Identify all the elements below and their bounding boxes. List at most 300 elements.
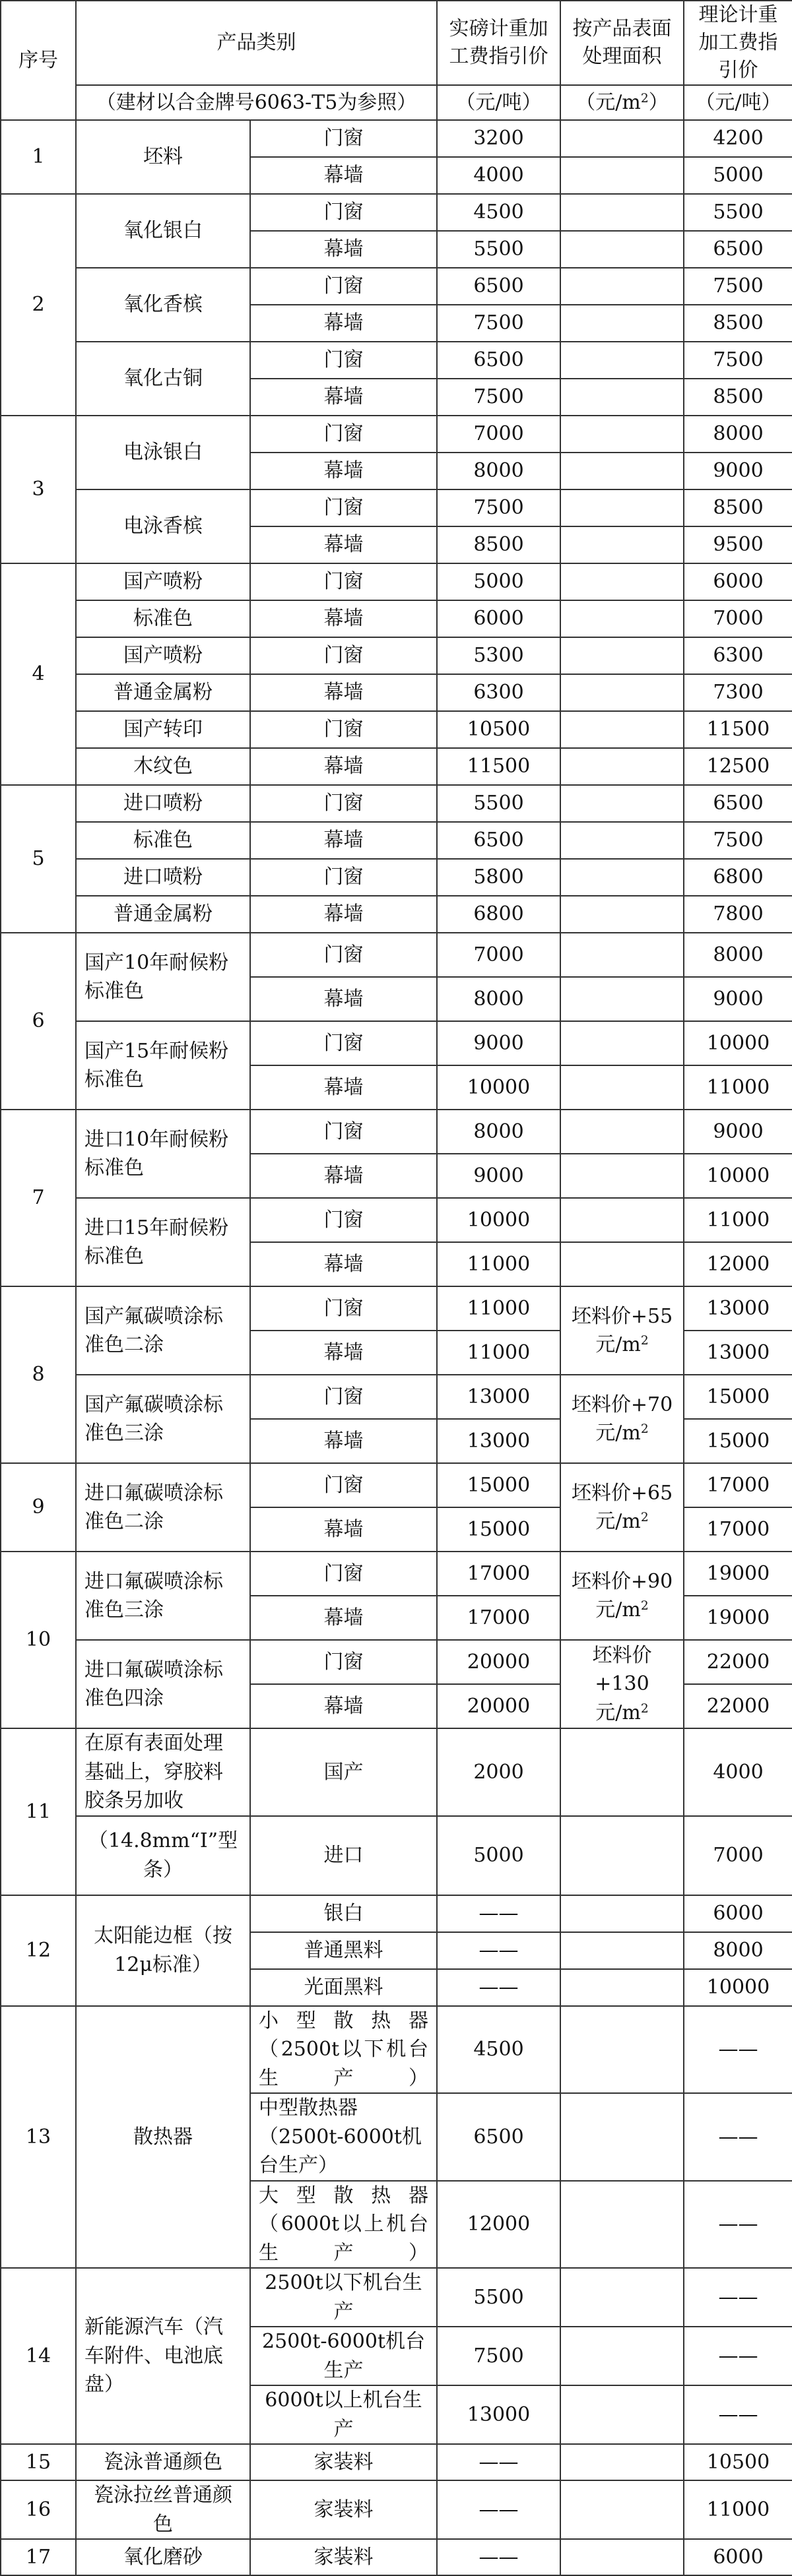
table-row [1, 822, 792, 859]
row-actual-price: —— [437, 2539, 560, 2575]
row-actual-price: 6300 [437, 674, 560, 711]
header-area-price: 按产品表面处理面积 [560, 1, 684, 85]
row-subtype: 幕墙 [250, 379, 437, 416]
row-actual-price: 2000 [437, 1728, 560, 1816]
row-category: 在原有表面处理基础上，穿胶料胶条另加收 [76, 1728, 250, 1816]
row-area-price [560, 977, 684, 1021]
table-row [1, 342, 792, 379]
row-theory-price: —— [684, 2006, 792, 2094]
row-area-price [560, 859, 684, 896]
table-row [1, 1816, 792, 1895]
row-area-price-text: 坯料价+130元/m [592, 1643, 652, 1724]
row-actual-price: 15000 [437, 1463, 560, 1507]
header-row [1, 1, 792, 85]
row-area-price [560, 1552, 684, 1640]
row-actual-price: 4500 [437, 194, 560, 231]
row-subtype: 门窗 [250, 711, 437, 748]
row-index: 8 [1, 1286, 76, 1463]
row-category: 电泳香槟 [76, 489, 250, 563]
row-actual-price: 11500 [437, 748, 560, 785]
row-area-price [560, 822, 684, 859]
row-area-price-text: 坯料价+90元/m [571, 1569, 673, 1621]
row-theory-price: 11000 [684, 1198, 792, 1242]
table-row [1, 2268, 792, 2327]
row-category: 氧化古铜 [76, 342, 250, 416]
row-actual-price: 6800 [437, 896, 560, 933]
row-category: 电泳银白 [76, 416, 250, 489]
row-theory-price: 10500 [684, 2444, 792, 2480]
row-area-price [560, 305, 684, 342]
row-area-price [560, 1932, 684, 1969]
row-subtype: 门窗 [250, 1375, 437, 1419]
row-theory-price: —— [684, 2385, 792, 2444]
row-subtype: 门窗 [250, 1640, 437, 1684]
row-theory-price: 10000 [684, 1154, 792, 1198]
row-area-price [560, 1895, 684, 1932]
row-theory-price: 7800 [684, 896, 792, 933]
row-area-price [560, 2327, 684, 2385]
row-category: 氧化银白 [76, 194, 250, 268]
row-subtype: 小型散热器（2500t以下机台生产） [250, 2006, 437, 2094]
row-category: 新能源汽车（汽车附件、电池底盘） [76, 2268, 250, 2444]
row-actual-price: 5500 [437, 785, 560, 822]
row-area-price [560, 896, 684, 933]
row-subtype: 幕墙 [250, 231, 437, 268]
table-row [1, 785, 792, 822]
row-area-price [560, 157, 684, 194]
row-area-price [560, 1154, 684, 1198]
row-area-price-text: 坯料价+65元/m [571, 1481, 673, 1533]
row-index: 1 [1, 120, 76, 194]
row-theory-price: 4200 [684, 120, 792, 157]
row-theory-price: 17000 [684, 1507, 792, 1552]
table-row [1, 711, 792, 748]
row-theory-price: 11000 [684, 1065, 792, 1110]
row-actual-price: 7500 [437, 379, 560, 416]
row-area-price [560, 674, 684, 711]
header-actual-price: 实磅计重加工费指引价 [437, 1, 560, 85]
row-actual-price: 13000 [437, 1375, 560, 1419]
row-subtype: 国产 [250, 1728, 437, 1816]
table-row [1, 194, 792, 231]
row-area-price-exp: 2 [640, 1333, 649, 1348]
row-subtype: 银白 [250, 1895, 437, 1932]
row-theory-price: —— [684, 2268, 792, 2327]
row-subtype: 家装料 [250, 2444, 437, 2480]
row-index: 10 [1, 1552, 76, 1728]
row-actual-price: 8500 [437, 526, 560, 563]
row-category: 标准色 [76, 600, 250, 637]
row-theory-price: 10000 [684, 1021, 792, 1065]
row-theory-price: 9500 [684, 526, 792, 563]
row-actual-price: 10500 [437, 711, 560, 748]
row-subtype: 幕墙 [250, 748, 437, 785]
row-area-price [560, 2268, 684, 2327]
table-row [1, 674, 792, 711]
row-subtype: 门窗 [250, 1286, 437, 1331]
table-row [1, 2006, 792, 2094]
header-reference-note: （建材以合金牌号6063-T5为参照） [76, 85, 437, 120]
row-area-price [560, 1065, 684, 1110]
row-theory-price: 11000 [684, 2480, 792, 2539]
row-theory-price: 7300 [684, 674, 792, 711]
row-category: 散热器 [76, 2006, 250, 2269]
row-actual-price: 6500 [437, 342, 560, 379]
table-row [1, 563, 792, 600]
header-unit-area-exp: 2 [640, 91, 649, 106]
row-index: 6 [1, 933, 76, 1110]
row-area-price [560, 711, 684, 748]
row-actual-price: 7000 [437, 416, 560, 453]
row-subtype: 大型散热器（6000t以上机台生产） [250, 2181, 437, 2269]
row-category: 国产15年耐候粉标准色 [76, 1021, 250, 1110]
row-actual-price: 4000 [437, 157, 560, 194]
row-area-price [560, 2093, 684, 2181]
row-actual-price: 5800 [437, 859, 560, 896]
row-subtype: 幕墙 [250, 1596, 437, 1640]
header-category: 产品类别 [76, 1, 437, 85]
row-theory-price: 6500 [684, 231, 792, 268]
row-theory-price: 9000 [684, 977, 792, 1021]
row-theory-price: 15000 [684, 1419, 792, 1463]
row-index: 9 [1, 1463, 76, 1552]
row-subtype: 门窗 [250, 194, 437, 231]
row-subtype: 幕墙 [250, 526, 437, 563]
row-actual-price: —— [437, 1969, 560, 2006]
row-subtype: 6000t以上机台生产 [250, 2385, 437, 2444]
row-actual-price: 9000 [437, 1154, 560, 1198]
row-actual-price: 12000 [437, 2181, 560, 2269]
row-theory-price: 7500 [684, 268, 792, 305]
row-area-price-exp: 2 [640, 1598, 649, 1613]
row-area-price [560, 2006, 684, 2094]
row-theory-price: 15000 [684, 1375, 792, 1419]
row-actual-price: 6500 [437, 2093, 560, 2181]
row-area-price [560, 1969, 684, 2006]
table-row [1, 1640, 792, 1684]
row-subtype: 门窗 [250, 563, 437, 600]
row-subtype: 幕墙 [250, 1065, 437, 1110]
row-actual-price: 17000 [437, 1596, 560, 1640]
row-subtype: 幕墙 [250, 1331, 437, 1375]
row-theory-price: 7000 [684, 1816, 792, 1895]
row-category: 进口氟碳喷涂标准色四涂 [76, 1640, 250, 1728]
row-subtype: 2500t-6000t机台生产 [250, 2327, 437, 2385]
table-row [1, 933, 792, 977]
row-subtype: 幕墙 [250, 674, 437, 711]
row-area-price [560, 526, 684, 563]
header-unit-area-prefix: （元/m [576, 90, 641, 114]
table-row [1, 637, 792, 674]
row-subtype: 幕墙 [250, 896, 437, 933]
row-subtype: 门窗 [250, 1198, 437, 1242]
row-theory-price: 7500 [684, 342, 792, 379]
row-theory-price: 5500 [684, 194, 792, 231]
row-theory-price: 19000 [684, 1596, 792, 1640]
row-subtype: 门窗 [250, 1552, 437, 1596]
row-actual-price: 5500 [437, 231, 560, 268]
row-actual-price: —— [437, 2480, 560, 2539]
row-theory-price: 8500 [684, 379, 792, 416]
table-row [1, 859, 792, 896]
row-theory-price: 6800 [684, 859, 792, 896]
row-category: 国产氟碳喷涂标准色二涂 [76, 1286, 250, 1375]
row-theory-price: 6000 [684, 2539, 792, 2575]
table-row [1, 2480, 792, 2539]
header-unit-row [1, 85, 792, 120]
table-row [1, 1463, 792, 1507]
row-actual-price: 6500 [437, 268, 560, 305]
row-area-price-text: 坯料价+55元/m [571, 1304, 673, 1356]
row-actual-price: 5000 [437, 1816, 560, 1895]
row-actual-price: 11000 [437, 1242, 560, 1286]
row-subtype: 进口 [250, 1816, 437, 1895]
row-area-price [560, 231, 684, 268]
row-category: 进口10年耐候粉标准色 [76, 1110, 250, 1198]
row-category: 进口喷粉 [76, 785, 250, 822]
table-row [1, 600, 792, 637]
row-theory-price: 6000 [684, 1895, 792, 1932]
table-row [1, 748, 792, 785]
row-actual-price: 7500 [437, 489, 560, 526]
row-category: 太阳能边框（按12μ标准） [76, 1895, 250, 2006]
row-theory-price: —— [684, 2181, 792, 2269]
row-index: 16 [1, 2480, 76, 2539]
row-subtype: 门窗 [250, 268, 437, 305]
row-theory-price: 7500 [684, 822, 792, 859]
row-index: 7 [1, 1110, 76, 1286]
row-category: 进口氟碳喷涂标准色三涂 [76, 1552, 250, 1640]
row-subtype: 幕墙 [250, 1419, 437, 1463]
table-row [1, 2539, 792, 2575]
row-area-price [560, 1816, 684, 1895]
row-subtype: 门窗 [250, 859, 437, 896]
table-row [1, 1728, 792, 1816]
row-area-price [560, 1198, 684, 1242]
row-theory-price: 22000 [684, 1640, 792, 1684]
row-subtype: 幕墙 [250, 1154, 437, 1198]
row-index: 14 [1, 2268, 76, 2444]
row-subtype: 门窗 [250, 785, 437, 822]
row-actual-price: 7500 [437, 305, 560, 342]
row-actual-price: 9000 [437, 1021, 560, 1065]
row-theory-price: 6500 [684, 785, 792, 822]
row-subtype: 门窗 [250, 1021, 437, 1065]
row-theory-price: 12000 [684, 1242, 792, 1286]
row-index: 17 [1, 2539, 76, 2575]
row-subtype: 中型散热器（2500t-6000t机台生产） [250, 2093, 437, 2181]
row-actual-price: 5300 [437, 637, 560, 674]
row-area-price [560, 1728, 684, 1816]
row-theory-price: 10000 [684, 1969, 792, 2006]
row-subtype: 门窗 [250, 342, 437, 379]
row-area-price [560, 785, 684, 822]
row-subtype: 幕墙 [250, 453, 437, 489]
row-index: 2 [1, 194, 76, 416]
row-area-price [560, 1242, 684, 1286]
row-actual-price: —— [437, 1895, 560, 1932]
row-subtype: 普通黑料 [250, 1932, 437, 1969]
row-actual-price: 20000 [437, 1640, 560, 1684]
row-area-price [560, 120, 684, 157]
row-actual-price: —— [437, 1932, 560, 1969]
row-actual-price: 17000 [437, 1552, 560, 1596]
row-actual-price: 11000 [437, 1331, 560, 1375]
row-category: 国产喷粉 [76, 637, 250, 674]
header-index: 序号 [1, 1, 76, 120]
row-subtype: 门窗 [250, 120, 437, 157]
row-area-price [560, 453, 684, 489]
header-unit-weight: （元/吨） [437, 85, 560, 120]
row-theory-price: 9000 [684, 453, 792, 489]
row-category: 普通金属粉 [76, 896, 250, 933]
row-area-price [560, 1463, 684, 1552]
header-theory-price: 理论计重加工费指引价 [684, 1, 792, 85]
row-area-price-exp: 2 [640, 1510, 649, 1524]
row-theory-price: 4000 [684, 1728, 792, 1816]
row-index: 4 [1, 563, 76, 785]
row-area-price [560, 1375, 684, 1463]
row-subtype: 幕墙 [250, 305, 437, 342]
row-category: 进口喷粉 [76, 859, 250, 896]
row-subtype: 门窗 [250, 416, 437, 453]
row-theory-price: —— [684, 2093, 792, 2181]
row-subtype: 门窗 [250, 1110, 437, 1154]
row-subtype: 门窗 [250, 933, 437, 977]
row-area-price [560, 416, 684, 453]
row-area-price [560, 1021, 684, 1065]
row-subtype: 2500t以下机台生产 [250, 2268, 437, 2327]
table-row [1, 1286, 792, 1331]
row-area-price [560, 2539, 684, 2575]
row-theory-price: 8000 [684, 416, 792, 453]
row-actual-price: —— [437, 2444, 560, 2480]
row-area-price [560, 563, 684, 600]
row-category: 国产喷粉 [76, 563, 250, 600]
row-subtype: 门窗 [250, 637, 437, 674]
header-unit-weight-theory: （元/吨） [684, 85, 792, 120]
row-category: 进口氟碳喷涂标准色二涂 [76, 1463, 250, 1552]
row-area-price [560, 342, 684, 379]
row-area-price [560, 194, 684, 231]
row-area-price [560, 2480, 684, 2539]
row-theory-price: 8500 [684, 489, 792, 526]
row-theory-price: 7000 [684, 600, 792, 637]
row-actual-price: 8000 [437, 977, 560, 1021]
row-area-price-text: 坯料价+70元/m [571, 1393, 673, 1445]
table-row [1, 1110, 792, 1154]
row-category: 坯料 [76, 120, 250, 194]
table-row [1, 1198, 792, 1242]
row-theory-price: 22000 [684, 1684, 792, 1728]
row-theory-price: 8000 [684, 1932, 792, 1969]
row-index: 11 [1, 1728, 76, 1895]
row-subtype: 光面黑料 [250, 1969, 437, 2006]
table-row [1, 416, 792, 453]
row-theory-price: 17000 [684, 1463, 792, 1507]
row-area-price [560, 1640, 684, 1728]
row-actual-price: 8000 [437, 1110, 560, 1154]
row-actual-price: 5000 [437, 563, 560, 600]
row-theory-price: 12500 [684, 748, 792, 785]
row-subtype: 家装料 [250, 2539, 437, 2575]
row-theory-price: 8000 [684, 933, 792, 977]
row-area-price [560, 2181, 684, 2269]
row-theory-price: 13000 [684, 1331, 792, 1375]
row-theory-price: 6000 [684, 563, 792, 600]
row-actual-price: 3200 [437, 120, 560, 157]
table-row [1, 1895, 792, 1932]
row-actual-price: 5500 [437, 2268, 560, 2327]
row-theory-price: 5000 [684, 157, 792, 194]
row-subtype: 门窗 [250, 1463, 437, 1507]
row-area-price [560, 933, 684, 977]
row-subtype: 幕墙 [250, 822, 437, 859]
row-theory-price: 19000 [684, 1552, 792, 1596]
row-theory-price: 13000 [684, 1286, 792, 1331]
row-subtype: 门窗 [250, 489, 437, 526]
row-category: 瓷泳拉丝普通颜色 [76, 2480, 250, 2539]
row-category: （14.8mm“I”型条） [76, 1816, 250, 1895]
row-actual-price: 7000 [437, 933, 560, 977]
row-area-price [560, 379, 684, 416]
row-area-price-exp: 2 [640, 1701, 649, 1716]
row-subtype: 幕墙 [250, 157, 437, 194]
row-actual-price: 7500 [437, 2327, 560, 2385]
row-subtype: 幕墙 [250, 1242, 437, 1286]
row-actual-price: 10000 [437, 1198, 560, 1242]
row-subtype: 幕墙 [250, 1684, 437, 1728]
row-index: 5 [1, 785, 76, 933]
table-row [1, 896, 792, 933]
row-category: 瓷泳普通颜色 [76, 2444, 250, 2480]
row-area-price [560, 489, 684, 526]
row-category: 国产氟碳喷涂标准色三涂 [76, 1375, 250, 1463]
row-subtype: 幕墙 [250, 600, 437, 637]
row-theory-price: 11500 [684, 711, 792, 748]
row-category: 木纹色 [76, 748, 250, 785]
row-area-price [560, 268, 684, 305]
row-subtype: 幕墙 [250, 1507, 437, 1552]
row-theory-price: 9000 [684, 1110, 792, 1154]
row-theory-price: 6300 [684, 637, 792, 674]
table-row [1, 1375, 792, 1419]
table-row [1, 1552, 792, 1596]
table-row [1, 489, 792, 526]
row-category: 普通金属粉 [76, 674, 250, 711]
row-area-price [560, 600, 684, 637]
row-category: 进口15年耐候粉标准色 [76, 1198, 250, 1286]
row-area-price [560, 2385, 684, 2444]
row-actual-price: 13000 [437, 1419, 560, 1463]
row-category: 标准色 [76, 822, 250, 859]
header-unit-area [560, 85, 684, 120]
row-area-price [560, 748, 684, 785]
row-subtype: 幕墙 [250, 977, 437, 1021]
row-actual-price: 6000 [437, 600, 560, 637]
table-row [1, 2444, 792, 2480]
table-row [1, 268, 792, 305]
table-row [1, 1021, 792, 1065]
table-row [1, 120, 792, 157]
row-category: 氧化香槟 [76, 268, 250, 342]
row-actual-price: 4500 [437, 2006, 560, 2094]
row-index: 3 [1, 416, 76, 563]
row-actual-price: 8000 [437, 453, 560, 489]
row-area-price [560, 2444, 684, 2480]
row-index: 15 [1, 2444, 76, 2480]
row-theory-price: 8500 [684, 305, 792, 342]
